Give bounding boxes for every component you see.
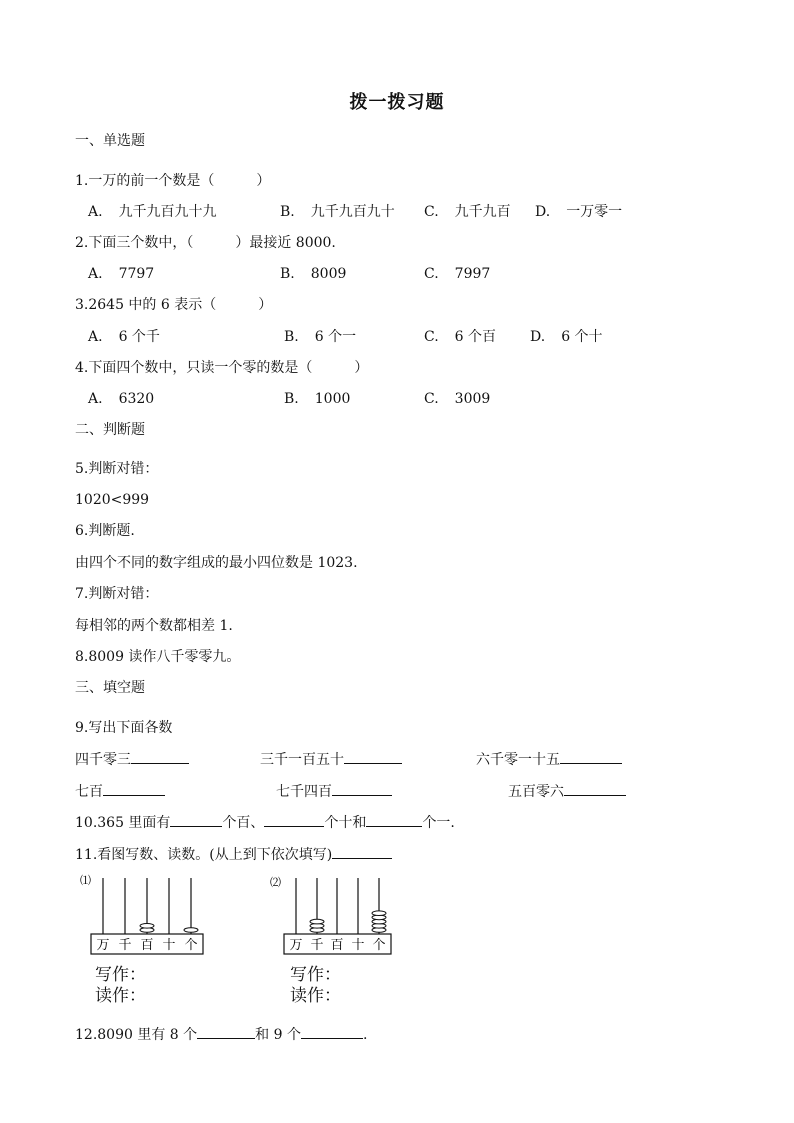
place-label: 个 <box>184 938 198 953</box>
question-10: 10.365 里面有 个百、 个十和 个一. <box>75 812 455 832</box>
option-text: 6 个十 <box>561 329 603 345</box>
option-text: 7997 <box>454 266 491 282</box>
place-label: 十 <box>162 938 176 953</box>
q3-option-b[interactable] <box>284 328 356 346</box>
option-text: 一万零一 <box>566 204 623 220</box>
option-text: 6 个千 <box>118 329 160 345</box>
q2-option-c[interactable] <box>424 265 490 283</box>
q9-item: 五百零六 <box>508 781 626 801</box>
page-title: 拨一拨习题 <box>349 92 445 113</box>
option-letter: B. <box>280 204 295 220</box>
section-heading-fill-in: 三、填空题 <box>75 680 145 696</box>
answer-blank[interactable] <box>366 812 422 827</box>
figure-number: ⑴ <box>80 874 91 887</box>
section-heading-true-false: 二、判断题 <box>75 422 145 438</box>
place-label: 千 <box>310 938 324 953</box>
place-label: 千 <box>118 938 132 953</box>
place-label: 个 <box>372 938 386 953</box>
abacus-drawing <box>270 872 395 962</box>
q1-option-b[interactable] <box>280 203 395 221</box>
question-6-body: 由四个不同的数字组成的最小四位数是 1023. <box>75 555 358 571</box>
answer-blank[interactable] <box>344 749 402 764</box>
question-12: 12.8090 里有 8 个 和 9 个 . <box>75 1024 367 1044</box>
question-5-body: 1020<999 <box>75 492 150 508</box>
answer-blank[interactable] <box>103 781 165 796</box>
answer-blank[interactable] <box>564 781 626 796</box>
option-text: 8009 <box>310 266 347 282</box>
read-label: 读作： <box>290 986 341 1006</box>
option-letter: C. <box>424 266 439 282</box>
q9-item: 七千四百 <box>276 781 392 801</box>
answer-blank[interactable] <box>332 844 392 859</box>
q2-option-b[interactable] <box>280 265 346 283</box>
question-7-stem: 7.判断对错： <box>75 586 159 602</box>
q3-option-c[interactable] <box>424 328 496 346</box>
option-letter: A. <box>88 266 103 282</box>
write-label: 写作： <box>95 965 146 985</box>
abacus-bead <box>140 924 154 929</box>
q1-option-c[interactable] <box>424 203 511 221</box>
q9-item: 四千零三 <box>75 749 189 769</box>
abacus-figure-1 <box>80 872 205 962</box>
answer-blank[interactable] <box>264 812 324 827</box>
option-letter: B. <box>284 329 299 345</box>
answer-blank[interactable] <box>197 1024 255 1039</box>
question-2-stem: 2.下面三个数中，（ ）最接近 8000. <box>75 235 336 251</box>
q2-option-a[interactable] <box>88 265 154 283</box>
question-6-stem: 6.判断题. <box>75 523 135 539</box>
option-text: 1000 <box>314 391 351 407</box>
question-11-stem: 11.看图写数、读数。(从上到下依次填写) <box>75 844 392 864</box>
abacus-bead <box>310 919 324 924</box>
question-5-stem: 5.判断对错： <box>75 461 159 477</box>
option-letter: C. <box>424 204 439 220</box>
place-label: 万 <box>289 938 303 953</box>
q4-option-b[interactable] <box>284 390 350 408</box>
q3-option-a[interactable] <box>88 328 160 346</box>
option-letter: A. <box>88 329 103 345</box>
q9-item: 七百 <box>75 781 165 801</box>
abacus-bead <box>184 928 198 933</box>
option-letter: C. <box>424 391 439 407</box>
write-label: 写作： <box>290 965 341 985</box>
question-3-stem: 3.2645 中的 6 表示（ ） <box>75 297 273 313</box>
option-text: 九千九百九十 <box>310 204 395 220</box>
option-letter: A. <box>88 204 103 220</box>
option-letter: B. <box>284 391 299 407</box>
option-text: 7797 <box>118 266 155 282</box>
abacus-drawing <box>80 872 205 962</box>
question-4-stem: 4.下面四个数中，只读一个零的数是（ ） <box>75 360 369 376</box>
answer-blank[interactable] <box>560 749 622 764</box>
q4-option-c[interactable] <box>424 390 490 408</box>
answer-blank[interactable] <box>131 749 189 764</box>
option-text: 6 个一 <box>314 329 357 345</box>
read-label: 读作： <box>95 986 146 1006</box>
answer-blank[interactable] <box>332 781 392 796</box>
question-8-stem: 8.8009 读作八千零零九。 <box>75 649 241 665</box>
q1-option-a[interactable] <box>88 203 217 221</box>
option-letter: B. <box>280 266 295 282</box>
place-label: 十 <box>351 938 365 953</box>
q4-option-a[interactable] <box>88 390 154 408</box>
abacus-figure-2 <box>270 872 395 962</box>
option-text: 6 个百 <box>454 329 497 345</box>
option-text: 6320 <box>118 391 155 407</box>
abacus-bead <box>372 911 386 916</box>
option-letter: C. <box>424 329 439 345</box>
question-1-stem: 1.一万的前一个数是（ ） <box>75 173 271 189</box>
option-text: 九千九百 <box>454 204 511 220</box>
q1-option-d[interactable] <box>535 203 622 221</box>
answer-blank[interactable] <box>301 1024 363 1039</box>
q3-option-d[interactable] <box>530 328 603 346</box>
answer-blank[interactable] <box>170 812 222 827</box>
question-9-stem: 9.写出下面各数 <box>75 720 173 736</box>
question-7-body: 每相邻的两个数都相差 1. <box>75 618 233 634</box>
q9-item: 三千一百五十 <box>260 749 402 769</box>
option-letter: A. <box>88 391 103 407</box>
section-heading-single-choice: 一、单选题 <box>75 133 145 149</box>
figure-number: ⑵ <box>270 876 281 889</box>
q9-item: 六千零一十五 <box>476 749 622 769</box>
place-label: 百 <box>330 938 344 953</box>
option-letter: D. <box>535 204 551 220</box>
place-label: 万 <box>96 938 110 953</box>
option-letter: D. <box>530 329 546 345</box>
abacus-beads <box>310 911 386 932</box>
option-text: 九千九百九十九 <box>118 204 217 220</box>
option-text: 3009 <box>454 391 491 407</box>
place-label: 百 <box>140 938 154 953</box>
